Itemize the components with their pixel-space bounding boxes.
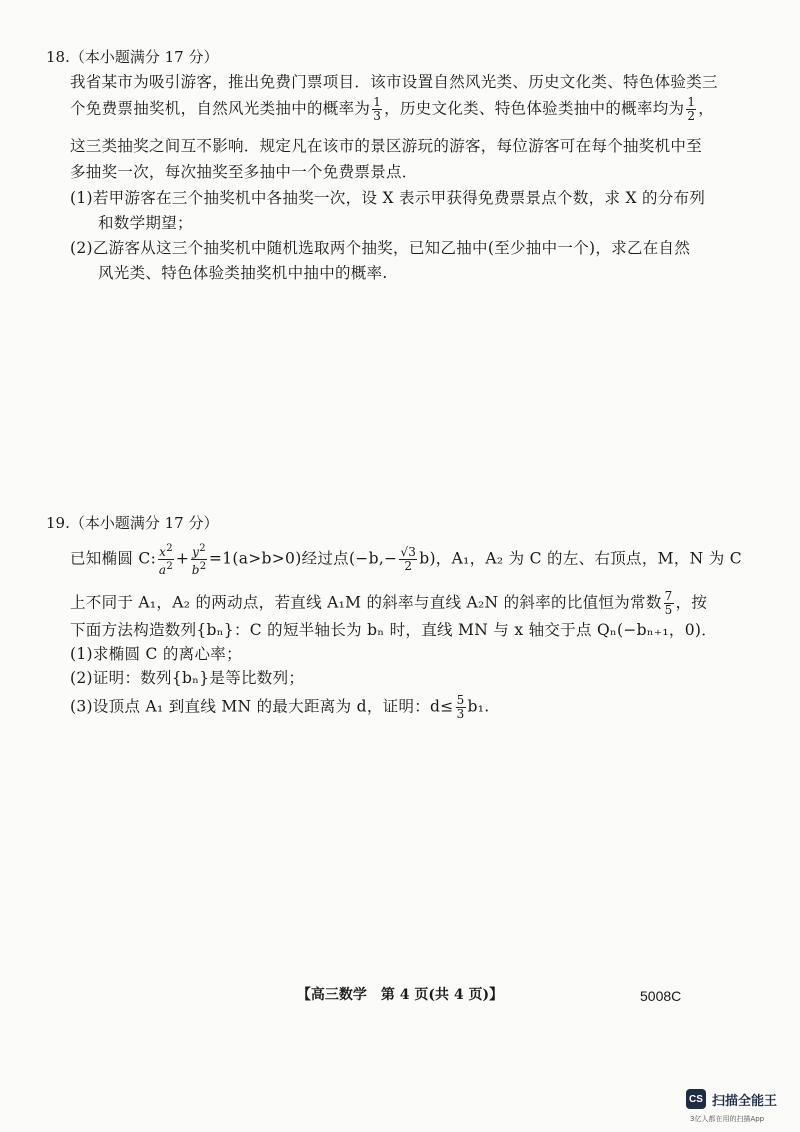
q18-part-1: (1)若甲游客在三个抽奖机中各抽奖一次，设 X 表示甲获得免费票景点个数，求 X 的分布列 — [70, 189, 706, 207]
q18-line-4: 多抽奖一次，每次抽奖至多抽中一个免费票景点． — [70, 163, 418, 181]
q18-part-1-cont: 和数学期望； — [98, 214, 193, 232]
q18-line-2: 个免费票抽奖机，自然风光类抽中的概率为 $\frac{1}{3}$ ，历史文化类、特色体验类抽中的概率均为 $\frac{1}{2}$ ， — [70, 95, 715, 123]
q19-line-2: 上不同于 A₁，A₂ 的两动点，若直线 A₁M 的斜率与直线 A₂N 的斜率的比值恒为常数 $\frac{7}{5}$ ，按 — [70, 589, 708, 617]
q18-part-2: (2)乙游客从这三个抽奖机中随机选取两个抽奖，已知乙抽中(至少抽中一个)，求乙在自然 — [70, 239, 691, 257]
camscanner-logo-icon: CS — [686, 1089, 706, 1109]
fraction-x2-a2: $\frac{x^2}{a^2}$ — [158, 543, 174, 577]
fraction-five-thirds: $\frac{5}{3}$ — [456, 693, 465, 721]
page-footer: 【高三数学 第 4 页(共 4 页)】 — [296, 987, 504, 1003]
paper-code: 5008C — [640, 988, 682, 1004]
fraction-one-half: $\frac{1}{2}$ — [687, 95, 696, 123]
q19-heading: 19.（本小题满分 17 分） — [46, 514, 219, 532]
q18-part-2-cont: 风光类、特色体验类抽奖机中抽中的概率. — [98, 264, 388, 282]
q18-heading: 18.（本小题满分 17 分） — [46, 48, 219, 66]
q19-part-2: (2)证明：数列{bₙ}是等比数列； — [70, 669, 305, 687]
fraction-seven-fifths: $\frac{7}{5}$ — [664, 589, 673, 617]
fraction-y2-b2: $\frac{y^2}{b^2}$ — [191, 543, 207, 577]
watermark-name: 扫描全能王 — [712, 1094, 778, 1109]
watermark-tagline: 3亿人都在用的扫描App — [690, 1115, 765, 1123]
q18-line-3: 这三类抽奖之间互不影响．规定凡在该市的景区游玩的游客，每位游客可在每个抽奖机中至 — [70, 137, 703, 155]
q19-line-3: 下面方法构造数列{bₙ}：C 的短半轴长为 bₙ 时，直线 MN 与 x 轴交于点 Qₙ(−bₙ₊₁，0)． — [70, 621, 718, 639]
fraction-one-third: $\frac{1}{3}$ — [373, 95, 382, 123]
q18-line-1: 我省某市为吸引游客，推出免费门票项目．该市设置自然风光类、历史文化类、特色体验类三 — [70, 73, 718, 91]
fraction-sqrt3-2: $\frac{√3}{2}$ — [400, 545, 417, 573]
q19-part-1: (1)求椭圆 C 的离心率； — [70, 645, 242, 663]
q19-line-1: 已知椭圆 C: $\frac{x^2}{a^2}$ + $\frac{y^2}{b^2}$ =1(a>b>0)经过点(−b,− $\frac{√3}{2}$ b)，A₁，A₂ 为 C 的左、右顶点，M，N 为 C — [70, 543, 742, 577]
q19-part-3: (3)设顶点 A₁ 到直线 MN 的最大距离为 d，证明：d≤ $\frac{5}{3}$ b₁. — [70, 693, 490, 721]
